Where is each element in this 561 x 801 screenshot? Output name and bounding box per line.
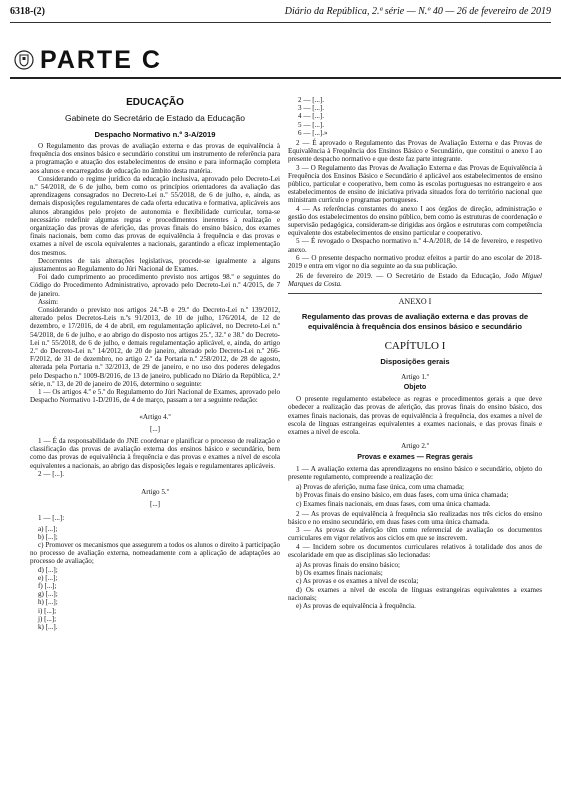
journal-title: Diário da República, 2.ª série — N.º 40 — 26 de fevereiro de 2019 <box>284 6 551 17</box>
list-item: e) [...]; <box>38 573 58 582</box>
left-column <box>30 96 280 631</box>
article-5-ellipsis: [...] <box>149 500 161 509</box>
paragraph: 4 — As referências constantes do anexo I aos órgãos de direção, administração e gestão dos estabelecimentos do ensino público, bem como às estruturas de coordenação e supervisão pedagógica, consideram-se dirigidas aos órgãos e estruturas com competência equivalente dos estabelecimentos de ensino particular e cooperativo. <box>288 204 542 238</box>
article-2-subject: Provas e exames — Regras gerais <box>357 452 473 461</box>
signature-date: 26 de fevereiro de 2019. — O Secretário de Estado da Educação, <box>296 272 501 281</box>
paragraph: Assim: <box>38 297 59 306</box>
signature <box>288 272 542 288</box>
section-label: PARTE C <box>40 46 162 74</box>
coat-of-arms-icon <box>14 50 34 70</box>
list-item: j) [...]; <box>38 614 57 623</box>
paragraph: 6 — O presente despacho normativo produz efeitos a partir do ano escolar de 2018-2019 e entra em vigor no dia seguinte ao da sua publicação. <box>288 253 542 271</box>
list-item: a) [...]; <box>38 524 58 533</box>
article-4-ellipsis: [...] <box>149 424 161 433</box>
paragraph: O Regulamento das provas de avaliação externa e das provas de equivalência à frequência dos ensinos básico e secundário constitui um instrumento de referência para a programação e atuação dos estabelecimentos de ensino e para informação completa aos alunos e encarregados de educação no âmbito desta matéria. <box>30 142 280 175</box>
list-item: 2 — [...]. <box>298 96 325 104</box>
list-item: b) Provas finais do ensino básico, em duas fases, com uma única chamada; <box>296 491 509 500</box>
article-5-paragraph: 1 — [...]: <box>38 514 65 523</box>
article-2-paragraph: 4 — Incidem sobre os documentos curriculares relativos à totalidade dos anos de escolaridade em que as disciplinas são lecionadas: <box>288 542 542 559</box>
list-item: i) [...]; <box>38 606 57 615</box>
list-item: c) As provas e os exames a nível de escola; <box>296 577 419 586</box>
annex-title: ANEXO I <box>398 296 432 306</box>
list-item: a) Provas de aferição, numa fase única, com uma chamada; <box>296 483 465 492</box>
list-item: 3 — [...]. <box>298 104 325 113</box>
chapter-heading: CAPÍTULO I <box>384 339 446 352</box>
list-item: e) As provas de equivalência à frequência. <box>296 601 416 610</box>
signature-name: João Miguel Marques da Costa. <box>288 272 543 289</box>
list-item: f) [...]; <box>38 581 57 590</box>
office-heading: Gabinete do Secretário de Estado da Educação <box>64 113 246 123</box>
list-item: c) Exames finais nacionais, em duas fases, com uma única chamada. <box>296 499 491 508</box>
list-item: h) [...]; <box>38 598 58 607</box>
article-2-paragraph: 1 — A avaliação externa das aprendizagens no ensino básico e secundário, objeto do presente regulamento, compreende a realização de: <box>288 464 542 481</box>
paragraph: Foi dado cumprimento ao procedimento previsto nos artigos 98.º e seguintes do Código do Procedimento Administrativo, aprovado pelo Decreto-Lei n.º 4/2015, de 7 de janeiro. <box>30 273 280 298</box>
article-2-paragraph: 3 — As provas de aferição têm como referencial de avaliação os documentos curriculares em vigor relativos aos ciclos em que se inscrevem. <box>288 526 542 543</box>
header-rule <box>10 22 551 23</box>
paragraph: Decorrentes de tais alterações legislativas, procede-se igualmente a alguns ajustamentos ao Regulamento do Júri Nacional de Exames. <box>30 256 280 274</box>
paragraph: 3 — O Regulamento das Provas de Avaliação Externa e das Provas de Equivalência à Frequência dos Ensinos Básico e Secundário é aplicável aos estabelecimentos de ensino público, particular e cooperativo, bem como às escolas portuguesas no estrangeiro e aos estabelecimentos de ensino de iniciativa privada situados fora do território nacional que ministram currículo e programas portugueses. <box>288 163 542 205</box>
list-item: 4 — [...]. <box>298 112 325 121</box>
list-item: b) Os exames finais nacionais; <box>296 569 383 578</box>
ministry-heading: EDUCAÇÃO <box>126 97 184 108</box>
article-4-title: «Artigo 4.º <box>139 412 171 421</box>
list-item: a) As provas finais do ensino básico; <box>296 560 401 569</box>
list-item: d) [...]; <box>38 565 58 574</box>
list-item: b) [...]; <box>38 532 58 541</box>
article-2-title: Artigo 2.º <box>401 442 429 451</box>
article-5-title: Artigo 5.º <box>141 487 169 496</box>
list-item: k) [...]. <box>38 622 58 631</box>
paragraph: 1 — Os artigos 4.º e 5.º do Regulamento do Júri Nacional de Exames, aprovado pelo Despacho Normativo 1-D/2016, de 4 de março, passam a ter a seguinte redação: <box>30 388 280 405</box>
paragraph: Considerando o regime jurídico da educação inclusiva, aprovado pelo Decreto-Lei n.º 54/2018, de 6 de julho, bem como os princípios orientadores da avaliação das aprendizagens consagrados no Decreto-Lei n.º 55/2018, de 6 de julho, e, ainda, as demais disposições regulamentares de cada oferta educativa e formativa, aplicáveis aos alunos abrangidos pelo projeto de autonomia e flexibilidade curricular, torna-se necessário redefinir algumas regras e procedimentos inerentes à realização e organização das provas de aferição, das provas finais do ensino básico, dos exames finais nacionais, bem como das provas de equivalência à frequência e das provas e exames a nível de escola equivalentes a nacionais, garantindo a eficaz implementação dos mesmos. <box>30 174 280 257</box>
list-item: 6 — [...].» <box>298 128 328 137</box>
paragraph: 2 — É aprovado o Regulamento das Provas de Avaliação Externa e das Provas de Equivalência à Frequência dos Ensinos Básico e Secundário, que constitui o anexo I ao presente despacho normativo e que deste faz parte integrante. <box>288 139 542 164</box>
section-rule <box>10 77 561 79</box>
article-1-text: O presente regulamento estabelece as regras e procedimentos gerais a que deve obedecer a realização das provas de aferição, das provas finais do ensino básico, dos exames finais nacionais, das provas de equivalência à frequência, dos exames a nível de escola de línguas estrangeiras equivalentes a exames nacionais, e das provas finais e exames a nível de escola. <box>288 395 542 437</box>
article-4-paragraph: 1 — É da responsabilidade do JNE coordenar e planificar o processo de realização e classificação das provas de avaliação externa dos ensinos básico e secundário, bem como das provas de equivalência à frequência e das provas e exames a nível de escola equivalentes a nacionais, ao abrigo das disposições legais e regulamentares aplicáveis. <box>30 436 280 470</box>
section-band <box>10 44 178 76</box>
article-1-subject: Objeto <box>403 383 427 392</box>
page-number: 6318-(2) <box>10 6 45 17</box>
list-item: c) Promover os mecanismos que assegurem a todos os alunos o direito à participação no processo de avaliação externa, nomeadamente com a aplicação de adaptações ao processo de avaliação; <box>30 540 280 566</box>
list-item: d) Os exames a nível de escola de línguas estrangeiras equivalentes a exames nacionais; <box>288 585 542 602</box>
dispatch-title: Despacho Normativo n.º 3-A/2019 <box>94 130 216 139</box>
chapter-title: Disposições gerais <box>380 356 450 366</box>
list-item: g) [...]; <box>38 590 58 599</box>
list-item: 5 — [...]. <box>298 120 325 129</box>
paragraph: Considerando o previsto nos artigos 24.º-B e 29.º do Decreto-Lei n.º 139/2012, alterado pelos Decretos-Leis n.ºs 91/2013, de 10 de julho, 176/2014, de 12 de dezembro, e 17/2016, de 4 de abril, em regulamentação aplicável, no Decreto-Lei n.º 54/2018, de 6 de julho, e ao abrigo do disposto nos artigos 25.º, 32.º e 38.º do Decreto-Lei n.º 55/2018, de 6 de julho, e demais regulamentação aplicável, e, ainda, do artigo 2.º do Decreto-Lei n.º 14/2012, de 20 de janeiro, alterado pelo Decreto-Lei n.º 266-F/2012, de 31 de dezembro, no artigo 2.º da Portaria n.º 258/2012, de 28 de agosto, alterada pela Portaria n.º 32/2013, de 29 de janeiro, e no uso dos poderes delegados pelo Despacho n.º 1009-B/2016, de 13 de janeiro, publicado no Diário da República, 2.ª série, n.º 13, de 20 de janeiro de 2016, determino o seguinte: <box>30 306 280 388</box>
article-2-paragraph: 2 — As provas de equivalência à frequência são realizadas nos três ciclos do ensino básico e no ensino secundário, em duas fases com uma única chamada. <box>288 509 542 526</box>
annex-subtitle: Regulamento das provas de avaliação externa e das provas de equivalência à frequência dos ensinos básico e secundário <box>301 311 529 331</box>
page-header <box>10 6 551 20</box>
article-1-title: Artigo 1.º <box>401 372 429 381</box>
article-4-paragraph: 2 — [...]. <box>38 469 65 478</box>
paragraph: 5 — É revogado o Despacho normativo n.º 4-A/2018, de 14 de fevereiro, e respetivo anexo. <box>288 237 542 254</box>
right-column <box>288 96 542 610</box>
